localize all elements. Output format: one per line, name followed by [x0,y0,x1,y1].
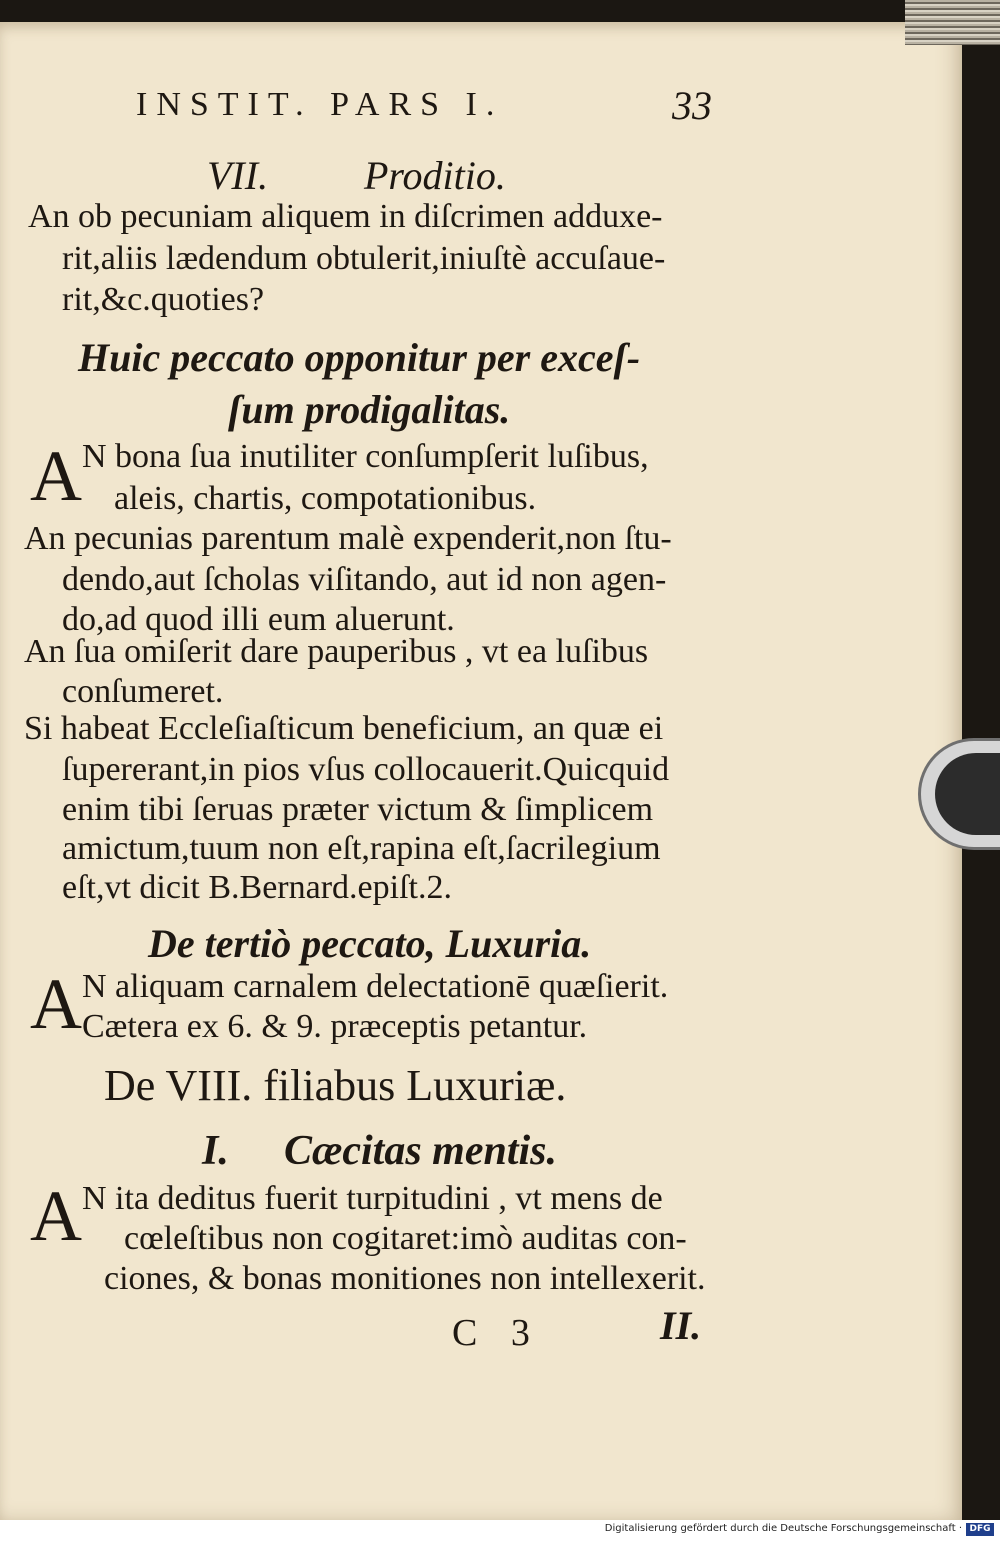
text-line: dendo,aut ſcholas viſitando, aut id non agen- [62,561,667,598]
text-line: N aliquam carnalem delectationē quæſierit. [82,968,669,1005]
text-line: An pecunias parentum malè expenderit,non ſtu- [24,520,672,557]
signature-mark: C 3 [452,1312,542,1354]
prodigality-heading-line-2: ſum prodigalitas. [228,387,511,432]
text-line: rit,aliis lædendum obtulerit,iniuſtè accuſaue- [62,240,666,277]
text-line: rit,&c.quoties? [62,281,265,318]
page-number: 33 [672,83,712,128]
section-7-number: VII. [207,153,269,198]
text-line: ciones, & bonas monitiones non intellexerit. [104,1260,706,1297]
section-7-title: Proditio. [364,153,506,198]
drop-cap: A [30,436,82,516]
text-line: aleis, chartis, compotationibus. [114,480,537,517]
text-line: eſt,vt dicit B.Bernard.epiſt.2. [62,869,452,906]
drop-cap: A [30,1176,82,1256]
filiae-heading: De VIII. filiabus Luxuriæ. [104,1061,567,1110]
drop-cap: A [30,964,82,1044]
text-line: Cætera ex 6. & 9. præceptis petantur. [82,1008,588,1045]
running-title: INSTIT. PARS I. [136,86,504,123]
page-paper [0,22,962,1520]
text-line: An ob pecuniam aliquem in diſcrimen adduxe- [28,198,663,235]
text-line: ſupererant,in pios vſus collocauerit.Quicquid [62,751,670,788]
text-line: enim tibi ſeruas præter victum & ſimplicem [62,791,654,828]
page-clip-inner [935,753,1000,835]
catchword: II. [660,1303,702,1348]
text-line: conſumeret. [62,673,224,710]
page-edges-top-right [905,0,1000,45]
section-1-title: Cæcitas mentis. [284,1128,558,1174]
text-line: Si habeat Eccleſiaſticum beneficium, an quæ ei [24,710,664,747]
text-line: N bona ſua inutiliter conſumpſerit luſibus, [82,438,649,475]
section-1-number: I. [202,1128,229,1174]
prodigality-heading-line-1: Huic peccato opponitur per exceſ- [78,335,641,380]
dfg-logo-icon: DFG [966,1523,994,1536]
luxuria-heading: De tertiò peccato, Luxuria. [148,921,592,966]
text-line: N ita deditus fuerit turpitudini , vt mens de [82,1180,663,1217]
credit-text: Digitalisierung gefördert durch die Deutsche Forschungsgemeinschaft · [604,1523,962,1534]
text-line: amictum,tuum non eſt,rapina eſt,ſacrilegium [62,830,661,867]
text-line: do,ad quod illi eum aluerunt. [62,601,455,638]
text-line: An ſua omiſerit dare pauperibus , vt ea luſibus [24,633,649,670]
credit-bar [0,1520,1000,1541]
text-line: cœleſtibus non cogitaret:imò auditas con- [124,1220,687,1257]
